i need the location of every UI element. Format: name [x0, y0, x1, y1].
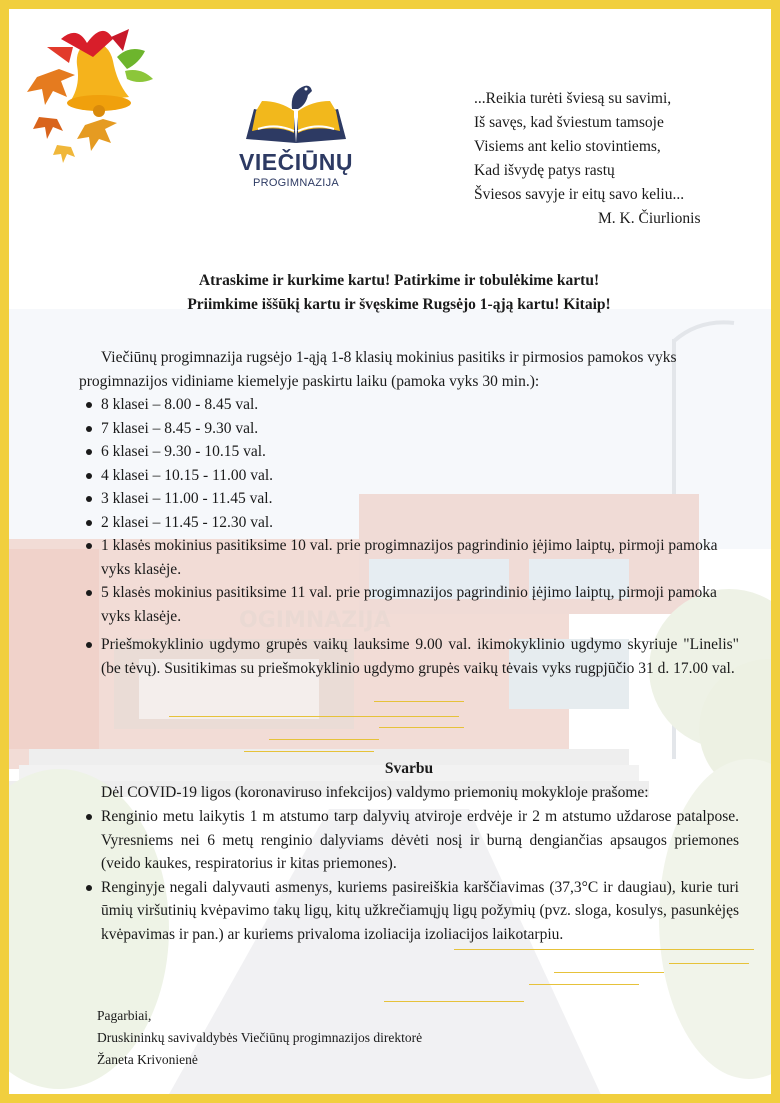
- schedule-item: 5 klasės mokinius pasitiksime 11 val. prie progimnazijos pagrindinio įėjimo laiptų, pirmoji pamoka vyks klasėje.: [79, 581, 739, 628]
- preschool-item: Priešmokyklinio ugdymo grupės vaikų lauksime 9.00 val. ikimokyklinio ugdymo skyriuje "Linelis" (be tėvų). Susitikimas su priešmokyklinio ugdymo grupės vaikų tėvais vyks rugpjūčio 31 d. 17.00 val.: [79, 633, 739, 680]
- divider-line: [454, 949, 754, 950]
- schedule-list: [79, 393, 739, 628]
- divider-line: [529, 984, 639, 985]
- poem-author: M. K. Čiurlionis: [598, 210, 701, 227]
- signature-position: Druskininkų savivaldybės Viečiūnų progimnazijos direktorė: [97, 1030, 423, 1045]
- safety-rule: Renginyje negali dalyvauti asmenys, kuriems pasireiškia karščiavimas (37,3°C ir daugiau), kurie turi ūmių viršutinių kvėpavimo takų ligų, kitų užkrečiamųjų ligų požymių (pvz. sloga, kosulys, pasunkėjęs kvėpavimas ir pan.) ar kuriems privaloma izoliacija izoliacijos laikotarpiu.: [79, 876, 739, 947]
- signature-block: [97, 1005, 422, 1071]
- signature-greeting: Pagarbiai,: [97, 1008, 152, 1023]
- poem-quote: [474, 87, 700, 231]
- preschool-list: [79, 633, 739, 680]
- safety-rules-list: [79, 805, 739, 946]
- schedule-item: 3 klasei – 11.00 - 11.45 val.: [79, 487, 739, 511]
- poem-line: Visiems ant kelio stovintiems,: [474, 138, 661, 155]
- safety-rule: Renginio metu laikytis 1 m atstumo tarp dalyvių atviroje erdvėje ir 2 m atstumo uždarose patalpose. Vyresniems nei 6 metų renginio dalyviams dėvėti nosį ir burną dengiančias apsaugos priemones (veido kaukes, respiratorius ir kitas priemones).: [79, 805, 739, 876]
- schedule-item: 2 klasei – 11.45 - 12.30 val.: [79, 511, 739, 535]
- poem-line: Šviesos savyje ir eitų savo keliu...: [474, 186, 685, 203]
- schedule-item: 8 klasei – 8.00 - 8.45 val.: [79, 393, 739, 417]
- logo-name: VIEČIŪNŲ: [239, 149, 353, 175]
- important-intro: Dėl COVID-19 ligos (koronaviruso infekcijos) valdymo priemonių mokykloje prašome:: [101, 784, 649, 801]
- school-logo: [231, 81, 361, 189]
- schedule-item: 1 klasės mokinius pasitiksime 10 val. prie progimnazijos pagrindinio įėjimo laiptų, pirmoji pamoka vyks klasėje.: [79, 534, 739, 581]
- important-title: Svarbu: [384, 760, 434, 777]
- divider-line: [269, 739, 379, 740]
- poem-line: ...Reikia turėti šviesą su savimi,: [474, 90, 672, 107]
- book-bird-logo-icon: [240, 81, 352, 147]
- poem-line: Iš savęs, kad šviestum tamsoje: [474, 114, 664, 131]
- divider-line: [379, 727, 464, 728]
- signature-name: Žaneta Krivonienė: [97, 1052, 198, 1067]
- headline-line: Atraskime ir kurkime kartu! Patirkime ir tobulėkime kartu!: [198, 272, 600, 289]
- logo-subtitle: PROGIMNAZIJA: [252, 177, 340, 189]
- schedule-item: 7 klasei – 8.45 - 9.30 val.: [79, 417, 739, 441]
- poem-line: Kad išvydę patys rastų: [474, 162, 615, 179]
- divider-line: [244, 751, 374, 752]
- schedule-item: 6 klasei – 9.30 - 10.15 val.: [79, 440, 739, 464]
- divider-line: [554, 972, 664, 973]
- intro-paragraph: Viečiūnų progimnazija rugsėjo 1-ąją 1-8 klasių mokinius pasitiks ir pirmosios pamokos vyks progimnazijos vidiniame kiemelyje paskirtu laiku (pamoka vyks 30 min.):: [79, 349, 677, 390]
- building-sign-text: OGIMNAZIJA: [239, 608, 391, 633]
- bell-ornament-icon: [17, 17, 167, 167]
- headline-line: Priimkime iššūkį kartu ir švęskime Rugsėjo 1-ąją kartu! Kitaip!: [187, 296, 611, 313]
- divider-line: [384, 1001, 524, 1002]
- divider-line: [669, 963, 749, 964]
- headline: [69, 269, 729, 317]
- divider-line: [374, 701, 464, 702]
- divider-line: [169, 716, 459, 717]
- schedule-item: 4 klasei – 10.15 - 11.00 val.: [79, 464, 739, 488]
